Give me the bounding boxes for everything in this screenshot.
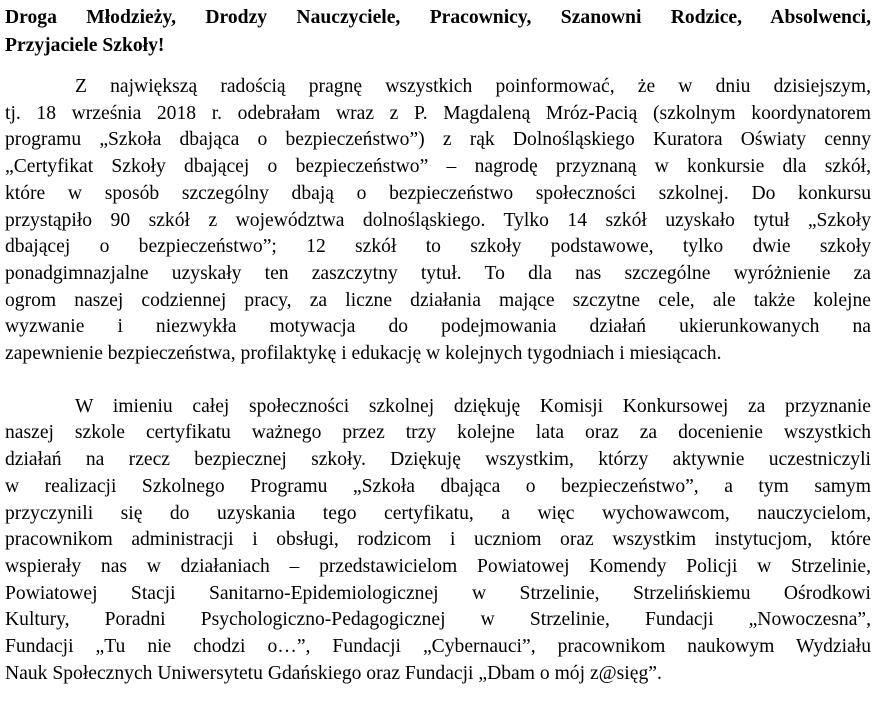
- paragraph-line: Powiatowej Stacji Sanitarno-Epidemiologicznej w Strzelinie, Strzelińskiemu Ośrodkowi: [5, 582, 871, 604]
- document-page: [5, 4, 871, 687]
- paragraph-line: programu „Szkoła dbająca o bezpieczeństwo”) z rąk Dolnośląskiego Kuratora Oświaty cenny: [5, 129, 871, 151]
- paragraph-line: W imieniu całej społeczności szkolnej dziękuję Komisji Konkursowej za przyznanie: [75, 395, 871, 417]
- paragraph-thanks: [5, 394, 871, 688]
- paragraph-line: w realizacji Szkolnego Programu „Szkoła dbająca o bezpieczeństwo”, a tym samym: [5, 475, 871, 497]
- paragraph-line: zapewnienie bezpieczeństwa, profilaktykę i edukację w kolejnych tygodniach i miesiącach.: [5, 343, 722, 365]
- greeting-line: Droga Młodzieży, Drodzy Nauczyciele, Pracownicy, Szanowni Rodzice, Absolwenci,: [5, 7, 871, 28]
- paragraph-line: przyczynili się do uzyskania tego certyfikatu, a więc wychowawcom, nauczycielom,: [5, 502, 871, 524]
- paragraph-line: Nauk Społecznych Uniwersytetu Gdańskiego oraz Fundacji „Dbam o mój z@sięg”.: [5, 662, 662, 684]
- paragraph-line: przystąpiło 90 szkół z województwa dolnośląskiego. Tylko 14 szkół uzyskało tytuł „Szkoły: [5, 209, 871, 231]
- paragraph-line: Fundacji „Tu nie chodzi o…”, Fundacji „Cybernauci”, pracownikom naukowym Wydziału: [5, 636, 871, 658]
- paragraph-line: wspierały nas w działaniach – przedstawicielom Powiatowej Komendy Policji w Strzelinie,: [5, 555, 871, 577]
- paragraph-line: naszej szkole certyfikatu ważnego przez trzy kolejne lata oraz za docenienie wszystkich: [5, 422, 871, 444]
- paragraph-line: które w sposób szczególny dbają o bezpieczeństwo społeczności szkolnej. Do konkursu: [5, 182, 871, 204]
- paragraph-line: wyzwanie i niezwykła motywacja do podejmowania działań ukierunkowanych na: [5, 316, 871, 338]
- paragraph-line: pracownikom administracji i obsługi, rodzicom i uczniom oraz wszystkim instytucjom, które: [5, 529, 871, 551]
- greeting-line: Przyjaciele Szkoły!: [5, 35, 165, 56]
- paragraph-line: Z największą radością pragnę wszystkich poinformować, że w dniu dzisiejszym,: [75, 76, 871, 97]
- paragraph-line: ponadgimnazjalne uzyskały ten zaszczytny tytuł. To dla nas szczególne wyróżnienie za: [5, 262, 871, 284]
- paragraph-line: ogrom naszej codziennej pracy, za liczne działania mające szczytne cele, ale także kolejne: [5, 289, 871, 311]
- paragraph-line: dbającej o bezpieczeństwo”; 12 szkół to szkoły podstawowe, tylko dwie szkoły: [5, 236, 871, 258]
- greeting-heading: [5, 4, 871, 60]
- paragraph-line: Kultury, Poradni Psychologiczno-Pedagogicznej w Strzelinie, Fundacji „Nowoczesna”,: [5, 609, 871, 631]
- paragraph-announcement: [5, 74, 871, 368]
- paragraph-line: tj. 18 września 2018 r. odebrałam wraz z P. Magdaleną Mróz-Pacią (szkolnym koordynatorem: [5, 102, 871, 124]
- paragraph-line: działań na rzecz bezpiecznej szkoły. Dziękuję wszystkim, którzy aktywnie uczestniczyli: [5, 449, 871, 471]
- paragraph-line: „Certyfikat Szkoły dbającej o bezpieczeństwo” – nagrodę przyznaną w konkursie dla szkół,: [5, 156, 871, 178]
